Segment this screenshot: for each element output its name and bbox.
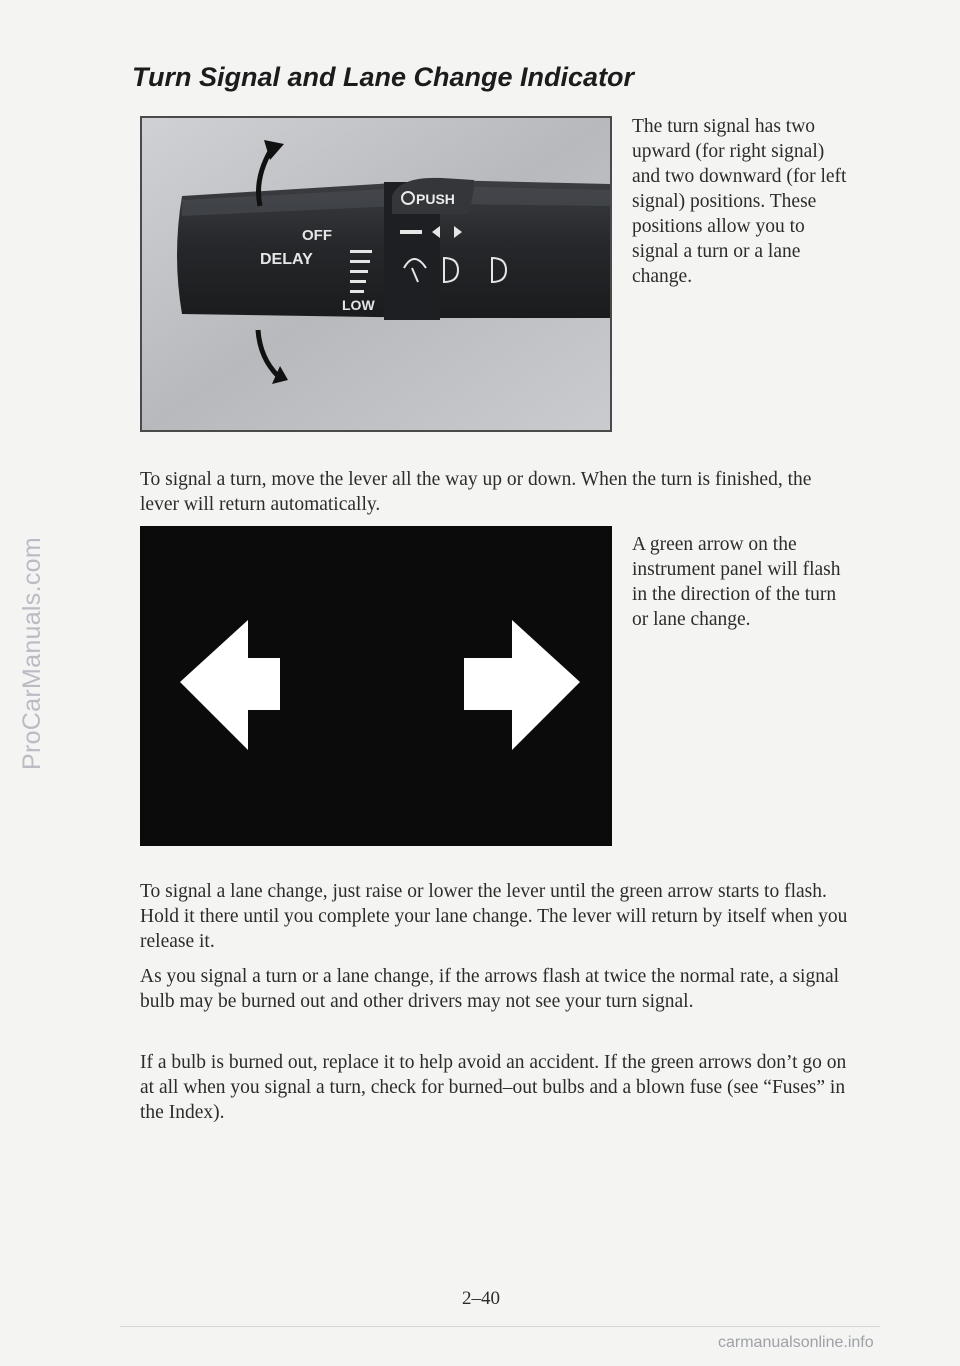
off-label: OFF (302, 227, 332, 244)
push-label: PUSH (416, 191, 455, 207)
page-number: 2–40 (462, 1288, 500, 1309)
delay-label: DELAY (260, 251, 313, 268)
stalk-description: The turn signal has two upward (for right signal) and two downward (for left signal) positions. These positions allow you to signal a turn or a lane change. (632, 116, 847, 287)
arrows-description: A green arrow on the instrument panel will flash in the direction of the turn or lane change. (632, 534, 841, 630)
page-title: Turn Signal and Lane Change Indicator (132, 62, 635, 92)
burned-bulb-paragraph: If a bulb is burned out, replace it to help avoid an accident. If the green arrows don’t go on at all when you signal a turn, check for burned–out bulbs and a blown fuse (see “Fuses” in the Index). (140, 1052, 847, 1123)
flash-rate-paragraph: As you signal a turn or a lane change, if the arrows flash at twice the normal rate, a signal bulb may be burned out and other drivers may not see your turn signal. (140, 966, 840, 1012)
left-turn-arrow-icon (180, 620, 280, 750)
instrument-panel-arrows-photo (140, 526, 612, 846)
lane-change-paragraph: To signal a lane change, just raise or lower the lever until the green arrow starts to flash. Hold it there until you complete your lane change. The lever will return by itself when you release it. (140, 881, 848, 952)
turn-instruction-paragraph: To signal a turn, move the lever all the way up or down. When the turn is finished, the lever will return automatically. (140, 469, 812, 515)
turn-signal-lever-photo (140, 116, 612, 432)
footer-watermark: carmanualsonline.info (718, 1334, 874, 1351)
low-label: LOW (342, 297, 375, 313)
footer-divider (120, 1326, 880, 1327)
right-turn-arrow-icon (464, 620, 580, 750)
side-watermark: ProCarManuals.com (18, 537, 46, 770)
